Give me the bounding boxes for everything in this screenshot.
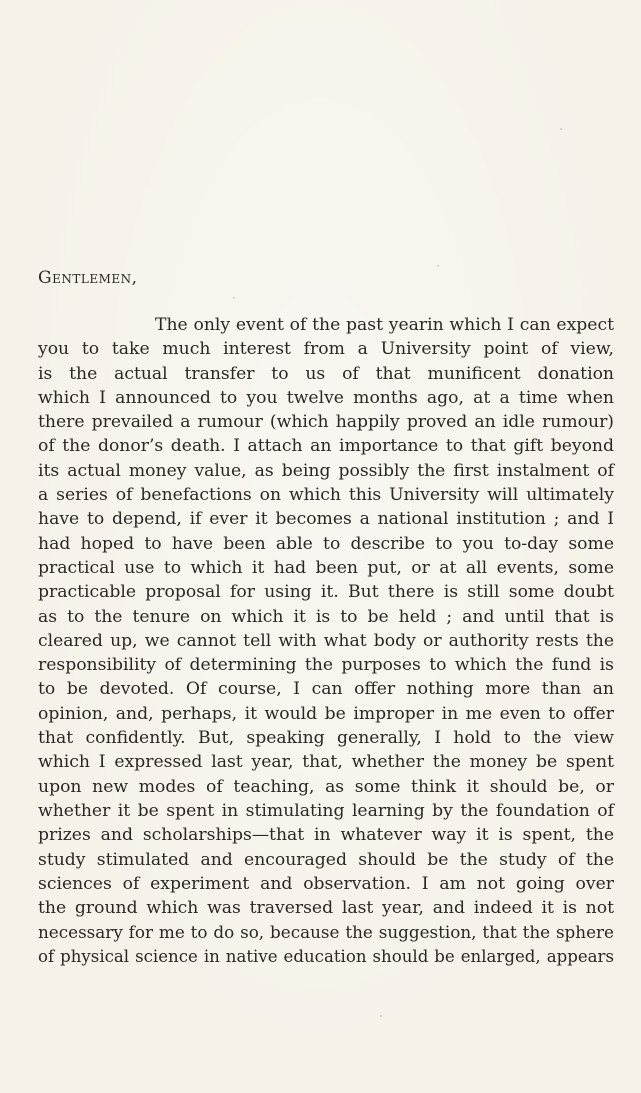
text-line: is the actual transfer to us of that munificent donation <box>38 363 614 384</box>
text-line: of the donor’s death. I attach an importance to that gift beyond <box>38 436 614 457</box>
text-line: a series of benefactions on which this University will ultimately <box>38 485 614 506</box>
paper-speck <box>437 265 439 267</box>
text-line: the ground which was traversed last year, and indeed it is not <box>38 898 614 919</box>
text-line: have to depend, if ever it becomes a national institution ; and I <box>38 509 614 530</box>
text-line: to be devoted. Of course, I can offer nothing more than an <box>38 679 614 700</box>
text-line: there prevailed a rumour (which happily proved an idle rumour) <box>38 412 614 433</box>
text-line: that confidently. But, speaking generally, I hold to the view <box>38 728 614 749</box>
text-line: its actual money value, as being possibly the first instalment of <box>38 460 614 481</box>
paper-speck <box>560 128 562 130</box>
text-line: cleared up, we cannot tell with what body or authority rests the <box>38 630 614 651</box>
text-line: which I announced to you twelve months ago, at a time when <box>38 387 614 408</box>
text-line: necessary for me to do so, because the suggestion, that the sphere <box>38 922 614 943</box>
text-line: had hoped to have been able to describe to you to-day some <box>38 533 614 554</box>
text-line: which I expressed last year, that, whether the money be spent <box>38 752 614 773</box>
text-line: sciences of experiment and observation. I am not going over <box>38 873 614 894</box>
text-line: prizes and scholarships—that in whatever way it is spent, the <box>38 825 614 846</box>
paper-speck <box>233 297 235 299</box>
text-line: whether it be spent in stimulating learning by the foundation of <box>38 800 614 821</box>
text-line: as to the tenure on which it is to be held ; and until that is <box>38 606 614 627</box>
text-line: you to take much interest from a University point of view, <box>38 339 614 360</box>
paper-speck <box>380 1015 382 1017</box>
text-line: responsibility of determining the purposes to which the fund is <box>38 655 614 676</box>
text-line: practicable proposal for using it. But there is still some doubt <box>38 582 614 603</box>
text-line: practical use to which it had been put, or at all events, some <box>38 557 614 578</box>
text-line: upon new modes of teaching, as some think it should be, or <box>38 776 614 797</box>
text-line: opinion, and, perhaps, it would be improper in me even to offer <box>38 703 614 724</box>
text-line: study stimulated and encouraged should be the study of the <box>38 849 614 870</box>
text-line: The only event of the past yearin which I can expect <box>155 315 614 335</box>
text-line: of physical science in native education should be enlarged, appears <box>38 946 614 966</box>
body-paragraph <box>38 313 614 969</box>
salutation: Gentlemen, <box>38 268 138 288</box>
